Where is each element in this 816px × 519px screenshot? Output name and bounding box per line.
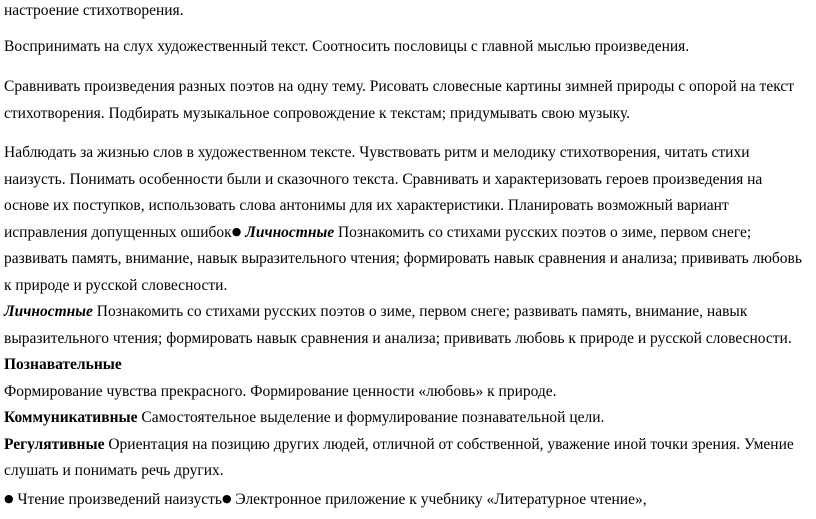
text-line: стихотворения. Подбирать музыкальное сопровождение к текстам; придумывать свою музыку. [4, 105, 631, 122]
text-line: к природе и русской словесности. [4, 277, 228, 294]
text-line: Формирование чувства прекрасного. Формирование ценности «любовь» к природе. [4, 383, 557, 400]
text-line: Сравнивать произведения разных поэтов на одну тему. Рисовать словесные картины зимней природы с опорой на текст [4, 78, 795, 95]
text-line: развивать память, внимание, навык выразительного чтения; формировать навык сравнения и анализа; прививать любовь [4, 250, 802, 267]
bullet-icon: ● [221, 492, 232, 505]
bullet-icon: ● [231, 225, 242, 238]
text-segment: исправления допущенных ошибок [4, 224, 232, 241]
section-heading-personal: Личностные [245, 224, 335, 241]
text-segment: Чтение произведений наизусть [13, 491, 222, 508]
text-line [4, 408, 604, 428]
text-segment: Познакомить со стихами русских поэтов о зиме, первом снеге; развивать память, внимание, навык [92, 303, 748, 320]
text-segment: Электронное приложение к учебнику «Литературное чтение», [231, 491, 647, 508]
section-heading-regulative: Регулятивные [4, 436, 105, 453]
text-segment: Самостоятельное выделение и формулирование познавательной цели. [137, 409, 605, 426]
text-line: основе их поступков, использовать слова антонимы для их характеристики. Планировать возможный вариант [4, 197, 729, 214]
text-line: слушать и понимать речь других. [4, 462, 224, 479]
text-line: выразительного чтения; формировать навык сравнения и анализа; прививать любовь к природе и русской словесности. [4, 330, 792, 347]
text-line [4, 223, 751, 244]
text-line: Воспринимать на слух художественный текст. Соотносить пословицы с главной мыслью произведения. [4, 38, 690, 55]
bullet-icon: ● [4, 492, 14, 505]
section-heading-cognitive: Познавательные [4, 356, 122, 373]
text-line [4, 302, 747, 322]
section-heading-communicative: Коммуникативные [4, 409, 138, 426]
text-segment: Познакомить со стихами русских поэтов о зиме, первом снеге; [334, 224, 752, 241]
text-line: Наблюдать за жизнью слов в художественном тексте. Чувствовать ритм и мелодику стихотворения, читать стихи [4, 144, 750, 161]
text-line [4, 435, 794, 455]
text-segment: Ориентация на позицию других людей, отличной от собственной, уважение иной точки зрения. Умение [104, 436, 794, 453]
section-heading-personal: Личностные [4, 303, 93, 320]
text-line [4, 490, 647, 511]
text-line: настроение стихотворения. [4, 2, 184, 19]
text-line: наизусть. Понимать особенности были и сказочного текста. Сравнивать и характеризовать героев произведения на [4, 171, 763, 188]
